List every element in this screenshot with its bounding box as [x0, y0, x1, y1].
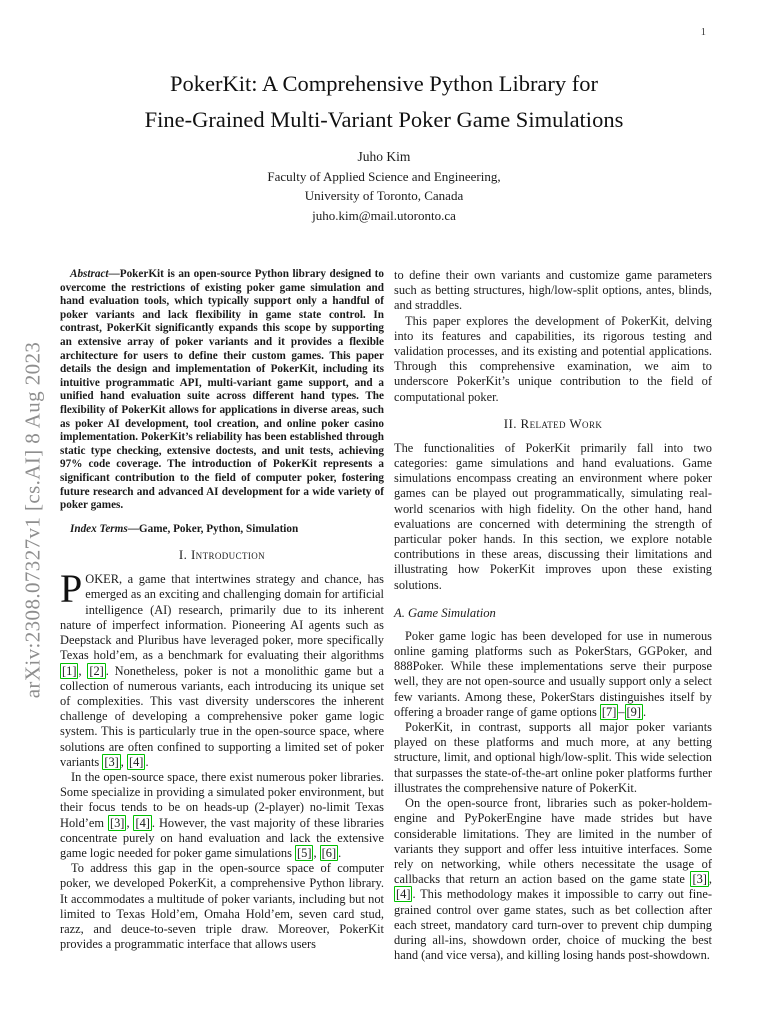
arxiv-stamp: arXiv:2308.07327v1 [cs.AI] 8 Aug 2023 — [20, 341, 45, 699]
right-column — [394, 268, 712, 963]
paper-title-line2: Fine-Grained Multi-Variant Poker Game Simulations — [144, 107, 624, 132]
abstract-text: —PokerKit is an open-source Python library designed to overcome the restrictions of existing poker game simulation and hand evaluation tools, which typically support only a handful of poker variants and lack flexibility in game state control. In contrast, PokerKit significantly expands this scope by supporting an extensive array of poker variants and it provides a flexible architecture for users to define their custom games. This paper details the design and implementation of PokerKit, including its intuitive programmatic API, multi-variant game support, and a unified hand evaluation suite across different hand types. The flexibility of PokerKit allows for applications in diverse areas, such as poker AI development, tool creation, and online poker casino implementation. PokerKit’s reliability has been established through static type checking, extensive doctests, and unit tests, achieving 97% code coverage. The introduction of PokerKit represents a significant contribution to the field of computer poker, fostering future research and advanced AI development for a wide variety of poker games. — [60, 268, 384, 512]
citation-ref[interactable]: [3] — [692, 872, 707, 887]
citation-ref[interactable]: [4] — [128, 754, 144, 769]
intro-paragraph-2: In the open-source space, there exist numerous poker libraries. Some specialize in providing a simulated poker environment, but their focus tends to be on heads-up (2-player) no-limit Texas Hold’em [3] , [4] . However, the vast majority of these libraries concentrate purely on hand evaluation and lack the extensive game logic needed for poker game simulations [5] , [6] . — [60, 769, 384, 860]
related-work-paragraph-1: The functionalities of PokerKit primarily fall into two categories: game simulations and hand evaluations. Game simulations encompass creating an environment where poker games can be played out programmatically, simulating real-world scenarios with high fidelity. On the other hand, hand evaluations are concerned with determining the strength of particular poker hands. In this section, we explore notable contributions in these areas, discussing their limitations and illustrating how PokerKit improves upon these existing solutions. — [394, 440, 712, 592]
citation-ref[interactable]: [7] — [601, 704, 617, 719]
game-simulation-paragraph-1: Poker game logic has been developed for use in numerous online gaming platforms such as PokerStars, GGPoker, and 888Poker. While these implementations serve their purpose well, they are not open-source and usually support only a select few variants. Among these, PokerStars distinguishes itself by offering a broader range of game options [7] – [9] . — [394, 628, 712, 719]
page-number: 1 — [700, 27, 706, 38]
abstract-label: Abstract — [70, 268, 109, 280]
left-column — [60, 268, 384, 963]
game-simulation-paragraph-3: On the open-source front, libraries such as poker-holdem-engine and PyPokerEngine have made strides but have considerable limitations. They are limited in the number of variants they support and offer less intuitive interfaces. Some rely on networking, while others necessitate the usage of callbacks that return an action based on the game state [3] , [4] . This methodology makes it impossible to carry out fine-grained control over game states, such as bet collection after each street, mandatory card turn-over to prevent chip dumping during all-ins, showdown order, choice of mucking the best hand (and vice versa), and killing losing hands post-showdown. — [394, 796, 712, 963]
author-email: juho.kim@mail.utoronto.ca — [312, 207, 456, 223]
intro-paragraph-3-continuation: to define their own variants and customize game parameters such as betting structures, high/low-split options, antes, blinds, and straddles. — [394, 268, 712, 313]
index-terms-text: —Game, Poker, Python, Simulation — [127, 522, 299, 535]
abstract — [60, 268, 384, 513]
index-terms-label: Index Terms — [70, 522, 128, 535]
intro-paragraph-4: This paper explores the development of PokerKit, delving into its features and capabilities, its rigorous testing and validation processes, and its existing and potential applications. Through this comprehensive examination, we aim to underscore PokerKit’s unique contribution to the field of computational poker. — [394, 313, 712, 404]
intro-paragraph-3: To address this gap in the open-source space of computer poker, we developed PokerKit, a comprehensive Python library. It accommodates a multitude of poker variants, including but not limited to Texas Hold’em, Omaha Hold’em, seven card stud, razz, and deuce-to-seven triple draw. Moreover, PokerKit provides a programmatic interface that allows users — [60, 861, 384, 952]
game-simulation-paragraph-2: PokerKit, in contrast, supports all major poker variants played on these platforms and much more, at any betting structure, limit, and optional high/low-split. This wide selection that surpasses the state-of-the-art online poker platforms further illustrates the comprehensive nature of PokerKit. — [394, 720, 712, 795]
citation-ref[interactable]: [9] — [626, 704, 641, 719]
two-column-body — [60, 268, 712, 963]
citation-ref[interactable]: [1] — [62, 663, 77, 678]
subsection-heading-game-simulation: A. Game Simulation — [394, 605, 496, 620]
drop-cap: P — [60, 566, 83, 612]
author-block — [0, 147, 768, 225]
citation-ref[interactable]: [6] — [321, 845, 337, 860]
affiliation-line2: University of Toronto, Canada — [304, 188, 464, 203]
citation-ref[interactable]: [3] — [104, 754, 119, 769]
paper-title-line1: PokerKit: A Comprehensive Python Library for — [169, 71, 599, 96]
index-terms — [60, 523, 384, 537]
intro-paragraph-1 — [60, 566, 384, 770]
citation-ref[interactable]: [4] — [135, 815, 150, 830]
affiliation-line1: Faculty of Applied Science and Engineering, — [267, 168, 501, 184]
citation-ref[interactable]: [2] — [89, 663, 104, 678]
intro-paragraph-1-text: OKER, a game that intertwines strategy and chance, has emerged as an exciting and challenging domain for artificial intelligence (AI) research, primarily due to its inherent nature of imperfect information. Pioneering AI agents such as Deepstack and Pluribus have leveraged poker, more specifically Texas hold’em, as a benchmark for evaluating their algorithms [1] , [2] . Nonetheless, poker is not a monolithic game but a collection of numerous variants, each introducing its unique set of complexities. This vast diversity underscores the inherent challenge of developing a comprehensive poker game logic system. This is particularly true in the open-source space, where solutions are often confined to supporting a limited set of poker variants [3] , [4] . — [60, 572, 384, 769]
citation-ref[interactable]: [3] — [109, 815, 125, 830]
author-name: Juho Kim — [357, 149, 411, 164]
citation-ref[interactable]: [4] — [396, 887, 411, 902]
section-heading-related-work: II. Related Work — [503, 415, 603, 431]
section-heading-introduction: I. Introduction — [178, 547, 266, 563]
citation-ref[interactable]: [5] — [297, 845, 312, 860]
paper-title — [0, 66, 768, 138]
